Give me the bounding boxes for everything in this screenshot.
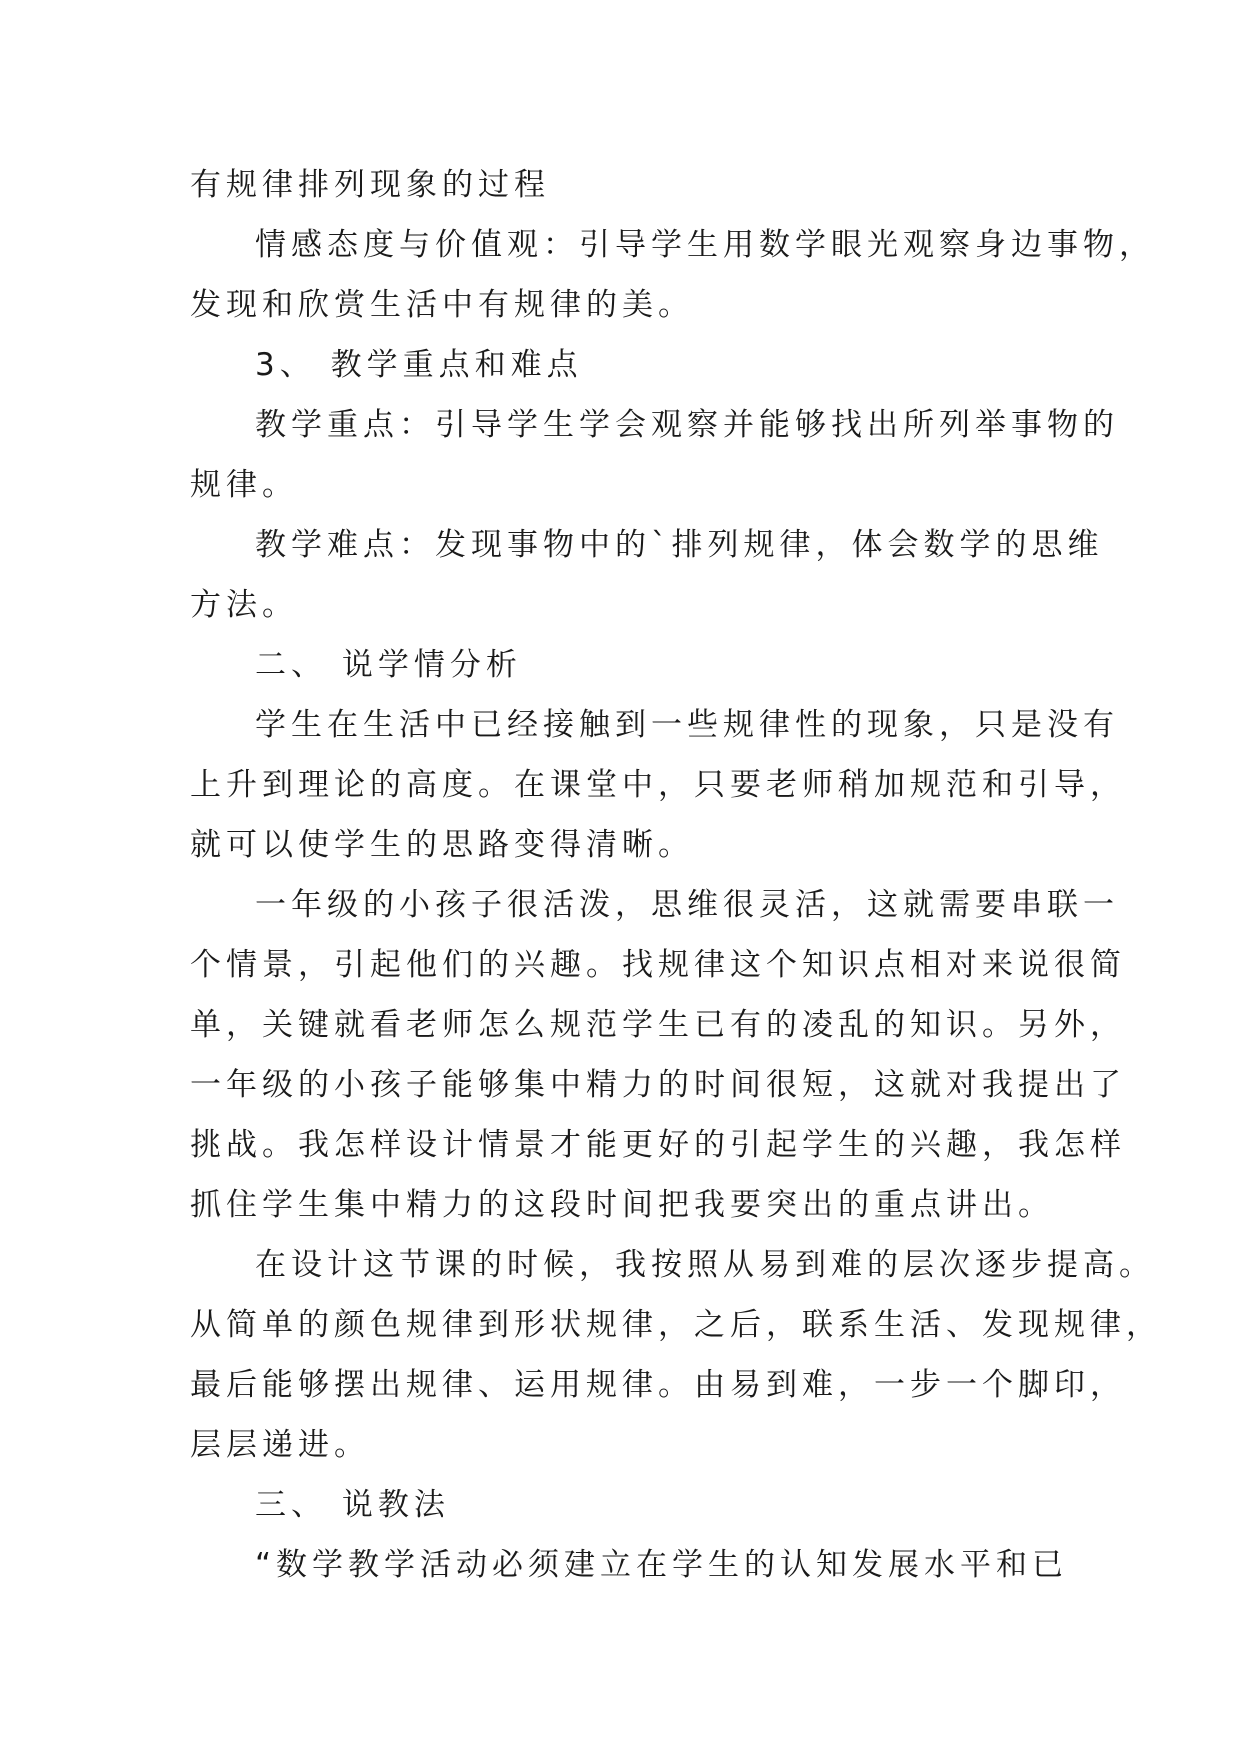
text-line: 情感态度与价值观：引导学生用数学眼光观察身边事物， <box>255 227 1155 263</box>
section-heading: 二、 说学情分析 <box>255 647 522 683</box>
text-line: 抓住学生集中精力的这段时间把我要突出的重点讲出。 <box>190 1187 1054 1223</box>
text-line: 挑战。我怎样设计情景才能更好的引起学生的兴趣，我怎样 <box>190 1127 1126 1163</box>
text-line: 发现和欣赏生活中有规律的美。 <box>190 287 694 323</box>
text-line: 规律。 <box>190 467 298 503</box>
text-line: 在设计这节课的时候，我按照从易到难的层次逐步提高。 <box>255 1247 1155 1283</box>
text-line: 一年级的小孩子能够集中精力的时间很短，这就对我提出了 <box>190 1067 1126 1103</box>
text-line: 个情景，引起他们的兴趣。找规律这个知识点相对来说很简 <box>190 947 1126 983</box>
text-line: 从简单的颜色规律到形状规律，之后，联系生活、发现规律， <box>190 1307 1162 1343</box>
section-heading: 3、 教学重点和难点 <box>255 347 583 383</box>
text-line: 学生在生活中已经接触到一些规律性的现象，只是没有 <box>255 707 1119 743</box>
text-line: “数学教学活动必须建立在学生的认知发展水平和已 <box>255 1547 1069 1583</box>
text-line: 有规律排列现象的过程 <box>190 167 550 203</box>
text-line: 单，关键就看老师怎么规范学生已有的凌乱的知识。另外， <box>190 1007 1126 1043</box>
section-heading: 三、 说教法 <box>255 1487 450 1523</box>
text-line: 一年级的小孩子很活泼，思维很灵活，这就需要串联一 <box>255 887 1119 923</box>
text-line: 层层递进。 <box>190 1427 370 1463</box>
text-line: 教学难点：发现事物中的`排列规律，体会数学的思维 <box>255 527 1104 563</box>
text-line: 教学重点：引导学生学会观察并能够找出所列举事物的 <box>255 407 1119 443</box>
text-line: 就可以使学生的思路变得清晰。 <box>190 827 694 863</box>
text-line: 方法。 <box>190 587 298 623</box>
text-line: 最后能够摆出规律、运用规律。由易到难，一步一个脚印， <box>190 1367 1126 1403</box>
text-line: 上升到理论的高度。在课堂中，只要老师稍加规范和引导， <box>190 767 1126 803</box>
